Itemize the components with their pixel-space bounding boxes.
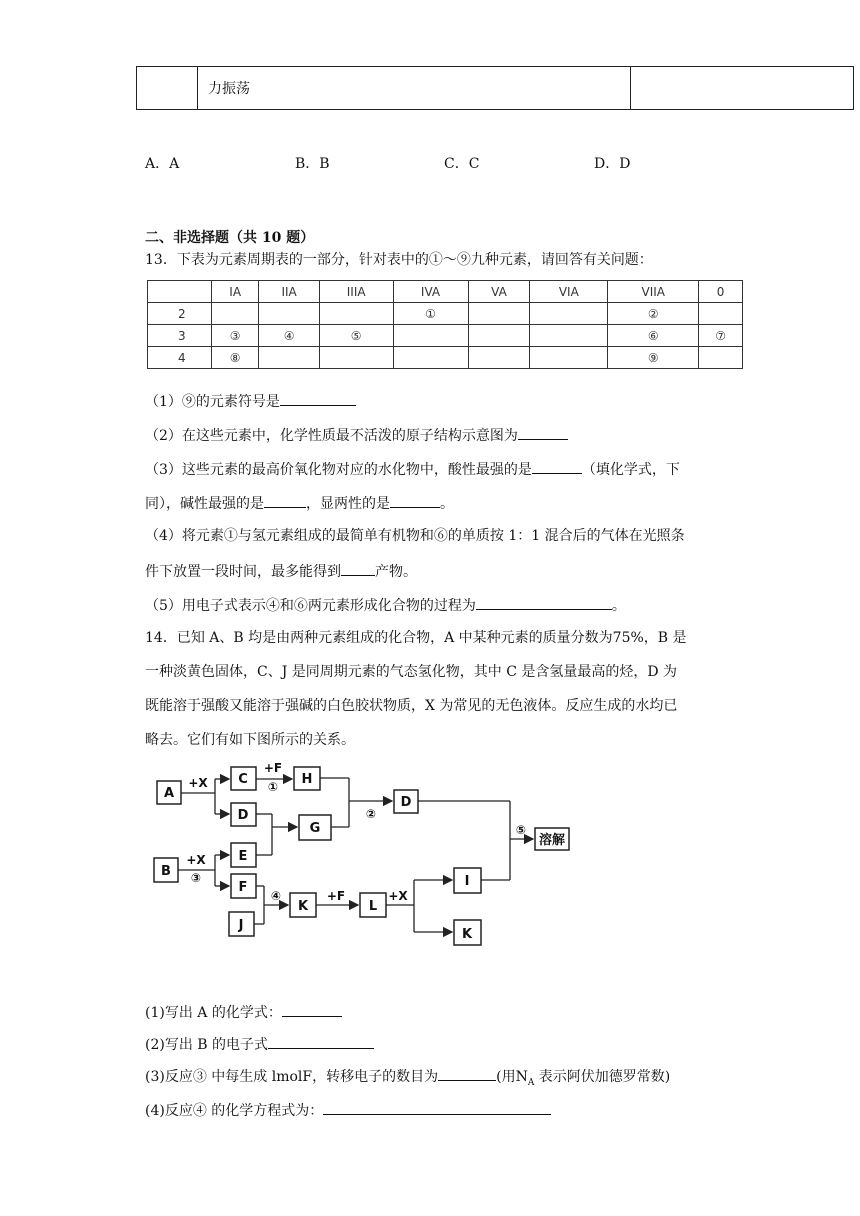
answer-blank[interactable] <box>438 1066 496 1081</box>
q14-sub2-text: (2)写出 B 的电子式 <box>145 1037 269 1053</box>
q13-sub4-line1: （4）将元素①与氢元素组成的最简单有机物和⑥的单质按 1：1 混合后的气体在光照条 <box>145 528 685 544</box>
box-d: D <box>400 795 412 810</box>
option-d: D．D <box>594 156 631 172</box>
q13-sub3-text: （3）这些元素的最高价氧化物对应的水化物中，酸性最强的是 <box>145 462 532 478</box>
table-cell: 力振荡 <box>198 67 631 110</box>
box-e: E <box>238 849 248 864</box>
answer-blank[interactable] <box>390 493 440 508</box>
label-plus-x: +X <box>388 889 408 903</box>
box-h: H <box>301 772 313 787</box>
q13-sub4-text: 件下放置一段时间，最多能得到 <box>145 564 341 580</box>
table-cell <box>699 303 743 325</box>
q14-sub2 <box>145 1034 374 1054</box>
q14-line1: 14．已知 A、B 均是由两种元素组成的化合物，A 中某种元素的质量分数为75%，B 是 <box>145 630 687 646</box>
box-j: J <box>238 918 244 933</box>
table-header-cell: IIA <box>259 281 320 303</box>
answer-blank[interactable] <box>268 1034 374 1049</box>
table-cell <box>319 347 393 369</box>
q13-sub1 <box>145 391 356 411</box>
table-cell: ④ <box>259 325 320 347</box>
box-dissolve: 溶解 <box>538 833 566 848</box>
q14-sub3-text: (3)反应③ 中每生成 lmolF，转移电子的数目为 <box>145 1069 439 1085</box>
label-plus-x: +X <box>186 853 206 867</box>
table-cell <box>530 303 608 325</box>
option-b: B．B <box>295 156 330 172</box>
periodic-table <box>147 280 743 369</box>
answer-blank[interactable] <box>518 425 568 440</box>
table-cell: ⑨ <box>608 347 699 369</box>
q13-sub3-text: 。 <box>440 496 454 512</box>
q14-sub3-text: (用 <box>496 1069 516 1085</box>
q14-line2: 一种淡黄色固体，C、J 是同周期元素的气态氢化物，其中 C 是含氢量最高的烃，D 为 <box>145 664 678 680</box>
table-cell <box>631 67 854 110</box>
table-row <box>148 325 743 347</box>
table-cell <box>393 325 468 347</box>
table-cell <box>699 347 743 369</box>
label-reaction-5: ⑤ <box>515 823 527 837</box>
label-plus-f: +F <box>263 761 283 775</box>
label-reaction-1: ① <box>267 780 279 794</box>
answer-blank[interactable] <box>476 595 612 610</box>
q14-sub1 <box>145 1002 342 1022</box>
q13-sub3-line1 <box>145 459 680 479</box>
reaction-flow-diagram <box>150 758 580 948</box>
period-cell: 4 <box>148 347 212 369</box>
box-a: A <box>163 786 175 801</box>
label-reaction-2: ② <box>365 807 377 821</box>
q14-line4: 略去。它们有如下图所示的关系。 <box>145 732 355 748</box>
box-i: I <box>464 874 470 889</box>
box-b: B <box>161 864 171 879</box>
box-l: L <box>368 899 378 914</box>
table-row <box>148 303 743 325</box>
q14-sub4 <box>145 1100 551 1120</box>
q14-sub1-text: (1)写出 A 的化学式： <box>145 1005 282 1021</box>
table-cell <box>468 325 530 347</box>
table-cell: ⑤ <box>319 325 393 347</box>
table-header-cell: 0 <box>699 281 743 303</box>
table-header-cell: VIIA <box>608 281 699 303</box>
q14-sub3-text: 表示阿伏加德罗常数) <box>534 1069 671 1085</box>
label-reaction-3: ③ <box>190 871 202 885</box>
table-cell <box>319 303 393 325</box>
q13-sub1-text: （1）⑨的元素符号是 <box>145 394 280 410</box>
q13-stem: 13．下表为元素周期表的一部分，针对表中的①～⑨九种元素，请回答有关问题： <box>145 252 653 268</box>
period-cell: 2 <box>148 303 212 325</box>
answer-blank[interactable] <box>280 391 356 406</box>
table-row <box>148 347 743 369</box>
table-cell <box>530 347 608 369</box>
q13-sub5 <box>145 595 626 615</box>
q13-sub3-text: 同），碱性最强的是 <box>145 496 264 512</box>
avogadro-symbol: N <box>515 1069 528 1085</box>
table-cell <box>259 303 320 325</box>
option-a: A．A <box>145 156 180 172</box>
table-header-cell <box>148 281 212 303</box>
avogadro-subscript: A <box>527 1077 535 1088</box>
box-k: K <box>297 899 309 914</box>
table-cell: ⑦ <box>699 325 743 347</box>
answer-blank[interactable] <box>341 561 375 576</box>
box-d2: D <box>237 808 249 823</box>
table-cell <box>530 325 608 347</box>
table-header-cell: IA <box>212 281 259 303</box>
table-cell <box>468 347 530 369</box>
box-f: F <box>238 880 248 895</box>
answer-blank[interactable] <box>282 1002 342 1017</box>
label-reaction-4: ④ <box>270 889 282 903</box>
table-cell <box>212 303 259 325</box>
table-header-cell: IIIA <box>319 281 393 303</box>
q13-sub3-line2 <box>145 493 454 513</box>
q13-sub3-text: （填化学式，下 <box>581 462 680 478</box>
answer-blank[interactable] <box>264 493 306 508</box>
table-cell <box>393 347 468 369</box>
q13-sub4-text: 产物。 <box>375 564 417 580</box>
box-k2: K <box>461 927 473 942</box>
table-cell: ⑧ <box>212 347 259 369</box>
table-cell: ② <box>608 303 699 325</box>
q13-sub4-line2 <box>145 561 417 581</box>
period-cell: 3 <box>148 325 212 347</box>
table-cell: ⑥ <box>608 325 699 347</box>
table-cell: ③ <box>212 325 259 347</box>
option-c: C．C <box>444 156 480 172</box>
box-c: C <box>238 772 248 787</box>
q13-sub5-text: 。 <box>611 598 626 614</box>
q13-sub5-text: （5）用电子式表示④和⑥两元素形成化合物的过程为 <box>145 598 476 614</box>
box-g: G <box>309 821 321 836</box>
table-cell <box>468 303 530 325</box>
table-cell <box>137 67 198 110</box>
q14-sub3 <box>145 1066 670 1092</box>
table-header-cell: IVA <box>393 281 468 303</box>
label-plus-x: +X <box>188 776 208 790</box>
q13-sub2-text: （2）在这些元素中，化学性质最不活泼的原子结构示意图为 <box>145 428 518 444</box>
answer-blank[interactable] <box>532 459 582 474</box>
table-cell <box>259 347 320 369</box>
q13-sub3-text: ，显两性的是 <box>306 496 390 512</box>
q13-sub2 <box>145 425 568 445</box>
previous-question-table <box>136 66 854 110</box>
table-header-cell: VIA <box>530 281 608 303</box>
answer-blank[interactable] <box>323 1100 551 1115</box>
table-cell: ① <box>393 303 468 325</box>
q14-line3: 既能溶于强酸又能溶于强碱的白色胶状物质，X 为常见的无色液体。反应生成的水均已 <box>145 698 678 714</box>
section-title: 二、非选择题（共 10 题） <box>145 230 315 246</box>
q14-sub4-text: (4)反应④ 的化学方程式为： <box>145 1103 324 1119</box>
table-header-cell: VA <box>468 281 530 303</box>
label-plus-f: +F <box>326 889 346 903</box>
